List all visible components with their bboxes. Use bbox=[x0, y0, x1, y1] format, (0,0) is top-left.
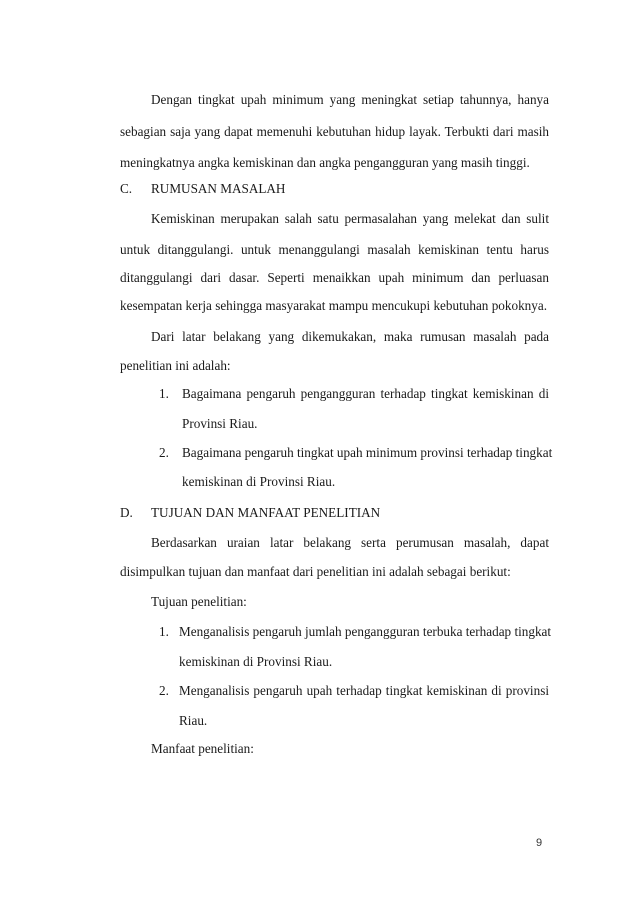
section-c-para-2-line-2: penelitian ini adalah: bbox=[120, 358, 231, 373]
section-c-letter: C. bbox=[120, 181, 133, 196]
page-number: 9 bbox=[536, 837, 543, 849]
list-item-number: 1. bbox=[159, 386, 169, 401]
section-d-letter: D. bbox=[120, 505, 133, 520]
section-d-para-1-line-2: disimpulkan tujuan dan manfaat dari penelitian ini adalah sebagai berikut: bbox=[120, 564, 511, 579]
list-item-line: Menganalisis pengaruh upah terhadap tingkat kemiskinan di provinsi bbox=[179, 683, 549, 698]
section-d-para-1-line-1: Berdasarkan uraian latar belakang serta perumusan masalah, dapat bbox=[151, 535, 549, 550]
list-item-number: 2. bbox=[159, 445, 169, 460]
section-c-para-1-line-3: ditanggulangi dari dasar. Seperti menaikkan upah minimum dan perluasan bbox=[120, 270, 549, 285]
section-d-title: TUJUAN DAN MANFAAT PENELITIAN bbox=[151, 505, 381, 520]
tujuan-label: Tujuan penelitian: bbox=[151, 594, 247, 609]
list-item-line: kemiskinan di Provinsi Riau. bbox=[179, 654, 333, 669]
list-item-line: Provinsi Riau. bbox=[182, 416, 258, 431]
section-c-para-1-line-1: Kemiskinan merupakan salah satu permasalahan yang melekat dan sulit bbox=[151, 211, 549, 226]
list-item-number: 1. bbox=[159, 624, 169, 639]
section-c-para-1-line-2: untuk ditanggulangi. untuk menanggulangi masalah kemiskinan tentu harus bbox=[120, 242, 549, 257]
list-item-line: Menganalisis pengaruh jumlah pengangguran terbuka terhadap tingkat bbox=[179, 624, 552, 639]
list-item-line: Riau. bbox=[179, 713, 208, 728]
paragraph-1-line-1: Dengan tingkat upah minimum yang meningkat setiap tahunnya, hanya bbox=[151, 92, 549, 107]
list-item-number: 2. bbox=[159, 683, 169, 698]
paragraph-1-line-3: meningkatnya angka kemiskinan dan angka pengangguran yang masih tinggi. bbox=[120, 155, 530, 170]
list-item-line: kemiskinan di Provinsi Riau. bbox=[182, 474, 336, 489]
manfaat-label: Manfaat penelitian: bbox=[151, 741, 254, 756]
paragraph-1-line-2: sebagian saja yang dapat memenuhi kebutuhan hidup layak. Terbukti dari masih bbox=[120, 124, 549, 139]
list-item-line: Bagaimana pengaruh tingkat upah minimum provinsi terhadap tingkat bbox=[182, 445, 553, 460]
list-item-line: Bagaimana pengaruh pengangguran terhadap tingkat kemiskinan di bbox=[182, 386, 549, 401]
section-c-para-2-line-1: Dari latar belakang yang dikemukakan, maka rumusan masalah pada bbox=[151, 329, 549, 344]
section-c-para-1-line-4: kesempatan kerja sehingga masyarakat mampu mencukupi kebutuhan pokoknya. bbox=[120, 298, 547, 313]
section-c-title: RUMUSAN MASALAH bbox=[151, 181, 286, 196]
